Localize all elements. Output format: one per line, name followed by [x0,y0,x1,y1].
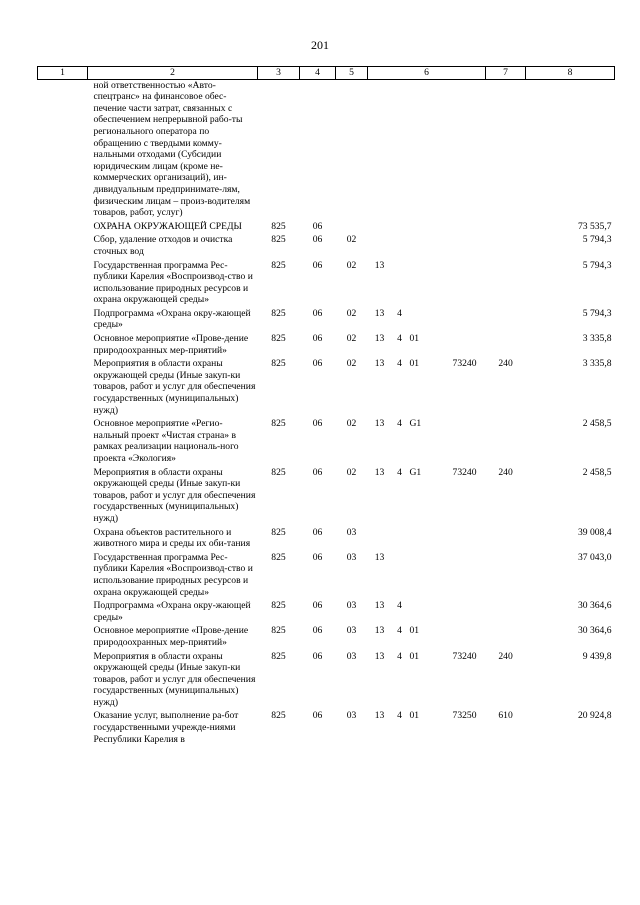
cell-sect [38,308,88,333]
cell-p2: 4 [397,333,402,345]
cell-name: Охрана объектов растительного и животного мира и среды их оби-тания [93,526,251,550]
cell-p1: 13 [374,333,385,345]
cell-rz: 06 [312,650,323,662]
cell-name: Сбор, удаление отходов и очистка сточных вод [93,234,233,257]
cell-rz: 06 [312,333,323,345]
table-row [38,260,615,308]
cell-sect [38,600,88,625]
cell-p1: 13 [374,307,385,319]
table-row [38,625,615,650]
header-cell-7: 7 [486,67,526,80]
cell-p4 [444,308,486,333]
cell-rz: 06 [312,234,323,246]
cell-name: Подпрограмма «Охрана окру-жающей среды» [93,600,251,623]
cell-p1 [368,79,392,221]
cell-gr: 825 [271,466,286,478]
cell-p2: 4 [397,307,402,319]
cell-p4: 73240 [452,650,477,662]
cell-sect [38,467,88,527]
cell-sect [38,710,88,747]
cell-p3 [408,308,444,333]
cell-name: Основное мероприятие «Прове-дение природоохранных мер-приятий» [93,625,249,648]
cell-sum: 5 794,3 [582,234,612,246]
cell-p4 [444,418,486,466]
cell-p1: 13 [374,551,385,563]
cell-pr: 03 [346,625,357,637]
cell-sect [38,260,88,308]
cell-name: Подпрограмма «Охрана окру-жающей среды» [93,307,251,331]
cell-pr: 03 [346,600,357,612]
cell-sum [526,79,615,221]
cell-pr: 02 [346,358,357,370]
table-row [38,333,615,358]
cell-p2: 4 [397,358,402,370]
cell-sect [38,333,88,358]
cell-vr [486,552,526,600]
cell-p1 [368,527,392,552]
cell-p2 [392,79,408,221]
cell-rz: 06 [312,710,323,722]
cell-vr [486,79,526,221]
cell-gr: 825 [271,220,286,232]
header-cell-1: 1 [38,67,88,80]
cell-gr: 825 [271,650,286,662]
cell-sum: 20 924,8 [577,710,612,722]
cell-p1: 13 [374,466,385,478]
cell-sect [38,79,88,221]
cell-rz: 06 [312,307,323,319]
cell-vr [486,527,526,552]
table-row [38,467,615,527]
cell-sum: 30 364,6 [577,600,612,612]
cell-sum: 5 794,3 [582,259,612,271]
cell-p2: 4 [397,466,402,478]
cell-vr [486,308,526,333]
cell-pr: 02 [346,418,357,430]
table-row [38,600,615,625]
table-row [38,221,615,235]
cell-p4 [444,333,486,358]
cell-p3 [408,79,444,221]
cell-gr: 825 [271,710,286,722]
cell-pr: 02 [346,307,357,319]
cell-p3: G1 [409,418,422,430]
table-row [38,651,615,711]
cell-sect [38,552,88,600]
cell-sum: 30 364,6 [577,625,612,637]
cell-p3: 01 [409,650,420,662]
cell-vr [486,333,526,358]
cell-p1: 13 [374,710,385,722]
cell-p1 [368,234,392,259]
cell-p4: 73240 [452,358,477,370]
cell-p2 [392,221,408,235]
cell-p2: 4 [397,418,402,430]
cell-sum: 9 439,8 [582,650,612,662]
cell-vr: 240 [498,466,513,478]
cell-p2: 4 [397,710,402,722]
cell-p3: 01 [409,333,420,345]
header-cell-5: 5 [336,67,368,80]
budget-table [37,66,615,747]
cell-sect [38,651,88,711]
cell-name: Мероприятия в области охраны окружающей среды (Иные закуп-ки товаров, работ и услуг для обеспечения государственных (муниципальных) нужд) [93,650,256,708]
cell-sum: 39 008,4 [577,526,612,538]
cell-sum: 2 458,5 [582,466,612,478]
cell-rz [300,79,336,221]
cell-gr [258,79,300,221]
cell-name: Мероприятия в области охраны окружающей среды (Иные закуп-ки товаров, работ и услуг для обеспечения государственных (муниципальных) нужд) [93,358,256,416]
cell-gr: 825 [271,234,286,246]
cell-sect [38,358,88,418]
cell-rz: 06 [312,600,323,612]
table-row [38,527,615,552]
cell-p1: 13 [374,418,385,430]
cell-p2: 4 [397,625,402,637]
cell-p4 [444,552,486,600]
cell-rz: 06 [312,358,323,370]
cell-gr: 825 [271,307,286,319]
cell-rz: 06 [312,625,323,637]
cell-name: Оказание услуг, выполнение ра-бот государственными учрежде-ниями Республики Карелия в [93,710,239,745]
cell-p4: 73250 [452,710,477,722]
cell-p4 [444,79,486,221]
table-row [38,308,615,333]
cell-sect [38,625,88,650]
cell-pr: 03 [346,551,357,563]
cell-pr: 02 [346,234,357,246]
cell-p4 [444,260,486,308]
cell-p1: 13 [374,259,385,271]
cell-vr [486,418,526,466]
cell-rz: 06 [312,526,323,538]
cell-vr: 240 [498,358,513,370]
cell-p3 [408,600,444,625]
cell-gr: 825 [271,625,286,637]
cell-name: Мероприятия в области охраны окружающей среды (Иные закуп-ки товаров, работ и услуг для обеспечения государственных (муниципальных) нужд) [93,466,256,524]
cell-p3: 01 [409,625,420,637]
cell-gr: 825 [271,358,286,370]
cell-sum: 73 535,7 [577,220,612,232]
cell-name: ной ответственностью «Авто-спецтранс» на финансовое обес-печение части затрат, связанных с обеспечением непрерывной рабо-ты регионального оператора по обращению с твердыми комму-нальными отходами (Субсидии юридическим лицам (кроме не-коммерческих организаций), ин-дивидуальным предпринимате-лям, физическим лицам – произ-водителям товаров, работ, услуг) [93,79,251,219]
page-number: 201 [311,38,329,52]
cell-p1: 13 [374,650,385,662]
cell-pr [336,221,368,235]
cell-p2 [392,234,408,259]
cell-p4 [444,625,486,650]
header-cell-8: 8 [526,67,615,80]
cell-vr [486,234,526,259]
cell-name: Государственная программа Рес-публики Карелия «Воспроизвод-ство и использование природных ресурсов и охрана окружающей среды» [93,259,253,306]
cell-vr: 610 [498,710,513,722]
cell-name: ОХРАНА ОКРУЖАЮЩЕЙ СРЕДЫ [93,220,242,232]
cell-gr: 825 [271,551,286,563]
cell-p3: G1 [409,466,422,478]
cell-vr [486,625,526,650]
header-cell-6: 6 [368,67,486,80]
table-row [38,79,615,221]
cell-p2: 4 [397,650,402,662]
cell-vr [486,221,526,235]
table-row [38,552,615,600]
cell-rz: 06 [312,220,323,232]
header-cell-3: 3 [258,67,300,80]
cell-p3 [408,234,444,259]
cell-gr: 825 [271,333,286,345]
table-row [38,358,615,418]
cell-name: Государственная программа Рес-публики Карелия «Воспроизвод-ство и использование природных ресурсов и охрана окружающей среды» [93,551,253,598]
cell-p4 [444,600,486,625]
cell-sum: 3 335,8 [582,358,612,370]
cell-sect [38,527,88,552]
cell-sect [38,221,88,235]
cell-rz: 06 [312,418,323,430]
cell-p1: 13 [374,358,385,370]
cell-gr: 825 [271,418,286,430]
cell-p1: 13 [374,600,385,612]
cell-p2 [392,552,408,600]
cell-pr: 03 [346,526,357,538]
cell-vr [486,600,526,625]
cell-p4: 73240 [452,466,477,478]
cell-p2: 4 [397,600,402,612]
cell-p3 [408,552,444,600]
cell-sum: 37 043,0 [577,551,612,563]
cell-p2 [392,260,408,308]
cell-p3 [408,221,444,235]
cell-rz: 06 [312,259,323,271]
header-cell-4: 4 [300,67,336,80]
cell-pr: 02 [346,466,357,478]
cell-sect [38,418,88,466]
cell-p1 [368,221,392,235]
cell-vr: 240 [498,650,513,662]
header-row [38,67,615,80]
cell-p3 [408,527,444,552]
cell-name: Основное мероприятие «Регио-нальный проект «Чистая страна» в рамках реализации националь-ного проекта «Экология» [93,418,239,464]
cell-pr: 03 [346,650,357,662]
cell-sum: 3 335,8 [582,333,612,345]
cell-rz: 06 [312,466,323,478]
cell-pr [336,79,368,221]
cell-rz: 06 [312,551,323,563]
cell-p4 [444,527,486,552]
cell-pr: 02 [346,259,357,271]
cell-gr: 825 [271,259,286,271]
cell-p4 [444,234,486,259]
cell-p4 [444,221,486,235]
cell-gr: 825 [271,526,286,538]
cell-p2 [392,527,408,552]
cell-pr: 02 [346,333,357,345]
cell-sum: 2 458,5 [582,418,612,430]
cell-p3: 01 [409,710,420,722]
header-cell-2: 2 [88,67,258,80]
table-row [38,418,615,466]
cell-p1: 13 [374,625,385,637]
cell-gr: 825 [271,600,286,612]
cell-vr [486,260,526,308]
cell-name: Основное мероприятие «Прове-дение природоохранных мер-приятий» [93,333,249,356]
cell-sum: 5 794,3 [582,307,612,319]
table-row [38,710,615,747]
cell-pr: 03 [346,710,357,722]
cell-p3: 01 [409,358,420,370]
cell-p3 [408,260,444,308]
table-row [38,234,615,259]
cell-sect [38,234,88,259]
